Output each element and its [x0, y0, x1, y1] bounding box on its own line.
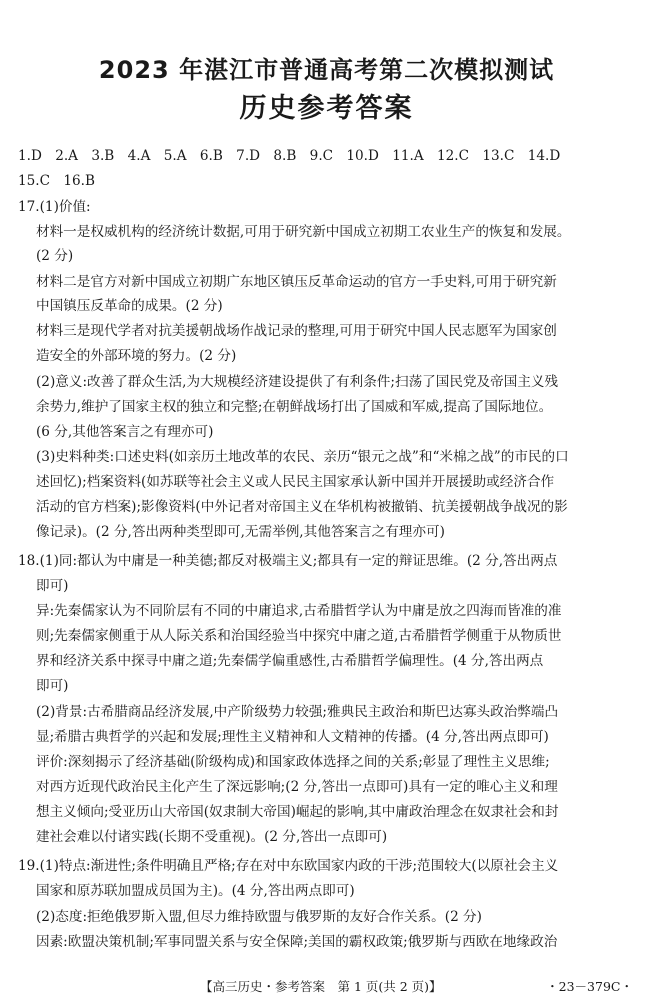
text-line: (2)态度:拒绝俄罗斯入盟,但尽力维持欧盟与俄罗斯的友好合作关系。(2 分)	[36, 909, 482, 925]
text-line: (6 分,其他答案言之有理亦可)	[36, 424, 214, 440]
text-line: 想主义倾向;受亚历山大帝国(奴隶制大帝国)崛起的影响,其中庸政治理念在奴隶社会和封	[36, 804, 559, 820]
answer-item: 13.C	[482, 148, 515, 164]
text-line: 材料一是权威机构的经济统计数据,可用于研究新中国成立初期工农业生产的恢复和发展。	[36, 224, 571, 240]
answer-item: 16.B	[63, 173, 95, 189]
document-subtitle: 历史参考答案	[239, 93, 414, 124]
answer-item: 4.A	[127, 148, 151, 164]
text-line: 界和经济关系中探寻中庸之道;先秦儒学偏重感性,古希腊哲学偏理性。(4 分,答出两点	[36, 653, 544, 669]
text-line: 19.(1)特点:渐进性;条件明确且严格;存在对中东欧国家内政的干涉;范围较大(以原社会主义	[18, 858, 559, 874]
document-title: 2023 年湛江市普通高考第二次模拟测试	[98, 56, 555, 84]
answer-item: 7.D	[236, 148, 261, 164]
answer-item: 11.A	[392, 148, 424, 164]
text-line: 显;希腊古典哲学的兴起和发展;理性主义精神和人文精神的传播。(4 分,答出两点即可)	[36, 729, 549, 745]
text-line: 像记录)。(2 分,答出两种类型即可,无需举例,其他答案言之有理亦可)	[36, 524, 445, 540]
text-line: (3)史料种类:口述史料(如亲历土地改革的农民、亲历“银元之战”和“米棉之战”的市民的口	[36, 449, 569, 465]
answer-row-1	[18, 148, 569, 164]
text-line: (2)背景:古希腊商品经济发展,中产阶级势力较强;雅典民主政治和斯巴达寡头政治弊端凸	[36, 704, 559, 720]
answer-item: 15.C	[18, 173, 51, 189]
text-line: 异:先秦儒家认为不同阶层有不同的中庸追求,古希腊哲学认为中庸是放之四海而皆准的准	[36, 603, 562, 619]
text-line: 建社会难以付诸实践(长期不受重视)。(2 分,答出一点即可)	[36, 829, 388, 845]
text-line: 对西方近现代政治民主化产生了深远影响;(2 分,答出一点即可)具有一定的唯心主义和理	[36, 779, 558, 795]
answer-item: 14.D	[527, 148, 561, 164]
text-line: 余势力,维护了国家主权的独立和完整;在朝鲜战场打出了国威和军威,提高了国际地位。	[36, 399, 553, 415]
text-line: 材料二是官方对新中国成立初期广东地区镇压反革命运动的官方一手史料,可用于研究新	[36, 274, 557, 290]
text-line: 国家和原苏联加盟成员国为主)。(4 分,答出两点即可)	[36, 883, 355, 899]
text-line: 17.(1)价值:	[18, 199, 91, 215]
answer-item: 5.A	[163, 148, 187, 164]
answer-item: 9.C	[309, 148, 334, 164]
document-code: ・23－379C・	[546, 979, 633, 994]
text-line: 因素:欧盟决策机制;军事同盟关系与安全保障;美国的霸权政策;俄罗斯与西欧在地缘政治	[36, 934, 558, 950]
text-line: (2)意义:改善了群众生活,为大规模经济建设提供了有利条件;扫荡了国民党及帝国主义残	[36, 374, 559, 390]
text-line: 即可)	[36, 678, 69, 694]
answer-item: 8.B	[273, 148, 297, 164]
text-line: 即可)	[36, 578, 69, 594]
text-line: 述回忆);档案资料(如苏联等社会主义或人民民主国家承认新中国并开展援助或经济合作	[36, 474, 555, 490]
text-line: 活动的官方档案);影像资料(中外记者对帝国主义在华机构被撤销、抗美援朝战争战况的影	[36, 499, 568, 515]
answer-item: 3.B	[91, 148, 115, 164]
page-footer: 【高三历史・参考答案 第 1 页(共 2 页)】	[200, 979, 442, 994]
answer-item: 12.C	[437, 148, 470, 164]
answer-item: 1.D	[18, 148, 42, 164]
answer-item: 6.B	[199, 148, 223, 164]
text-line: 18.(1)同:都认为中庸是一种美德;都反对极端主义;都具有一定的辩证思维。(2 分,答出两点	[18, 553, 558, 569]
answer-row-2	[18, 173, 104, 189]
text-line: 中国镇压反革命的成果。(2 分)	[36, 298, 223, 314]
answer-item: 2.A	[55, 148, 78, 164]
text-line: 评价:深刻揭示了经济基础(阶级构成)和国家政体选择之间的关系;彰显了理性主义思维;	[36, 754, 550, 770]
text-line: (2 分)	[36, 248, 74, 264]
text-line: 造安全的外部环境的努力。(2 分)	[36, 348, 237, 364]
answer-item: 10.D	[346, 148, 379, 164]
text-line: 则;先秦儒家侧重于从人际关系和治国经验当中探究中庸之道,古希腊哲学侧重于从物质世	[36, 628, 562, 644]
text-line: 材料三是现代学者对抗美援朝战场作战记录的整理,可用于研究中国人民志愿军为国家创	[36, 323, 557, 339]
